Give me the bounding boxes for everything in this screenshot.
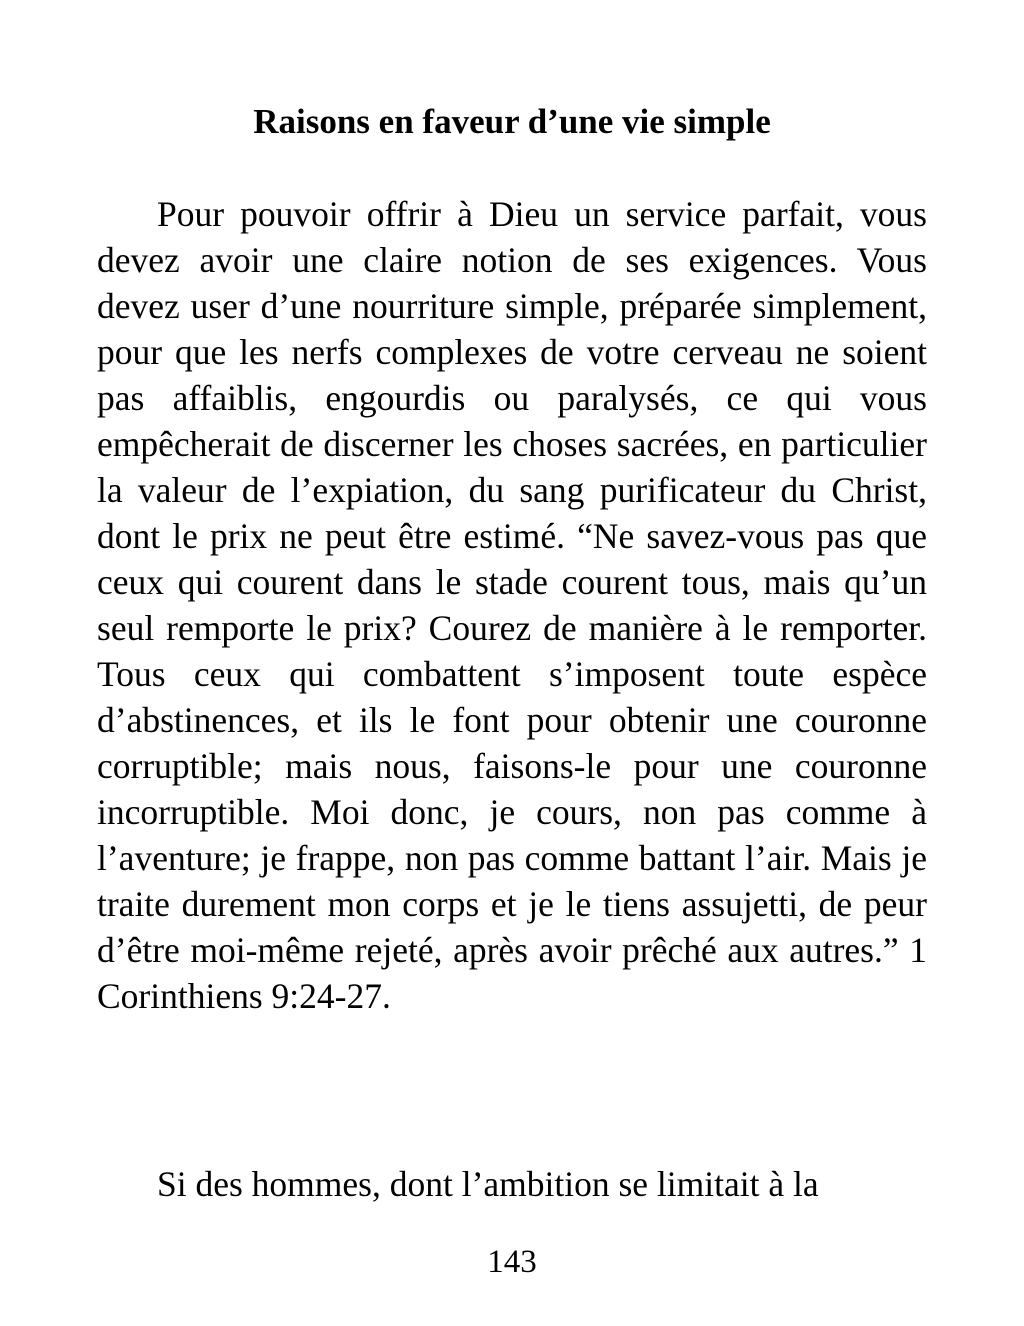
paragraph-1: Pour pouvoir offrir à Dieu un service parfait, vous devez avoir une claire notion de ses exigences. Vous devez user d’une nourriture simple, préparée simplement, pour que les nerfs complexes de votre cerveau ne soient pas affaiblis, engourdis ou paralysés, ce qui vous empêcherait de discerner les choses sacrées, en particulier la valeur de l’expiation, du sang purificateur du Christ, dont le prix ne peut être estimé. “Ne savez-vous pas que ceux qui courent dans le stade courent tous, mais qu’un seul remporte le prix? Courez de manière à le remporter. Tous ceux qui combattent s’imposent toute espèce d’abstinences, et ils le font pour obtenir une couronne corruptible; mais nous, faisons-le pour une couronne incorruptible. Moi donc, je cours, non pas comme à l’aventure; je frappe, non pas comme battant l’air. Mais je traite durement mon corps et je le tiens assujetti, de peur d’être moi-même rejeté, après avoir prêché aux autres.” 1 Corinthiens 9:24-27. [97,194,927,1016]
paragraph-2: Si des hommes, dont l’ambition se limitait à la [157,1164,819,1204]
page-title: Raisons en faveur d’une vie simple [253,102,771,141]
body-text-block-continued [97,1161,927,1207]
page-number: 143 [487,1244,537,1280]
body-text-block [97,191,927,1019]
